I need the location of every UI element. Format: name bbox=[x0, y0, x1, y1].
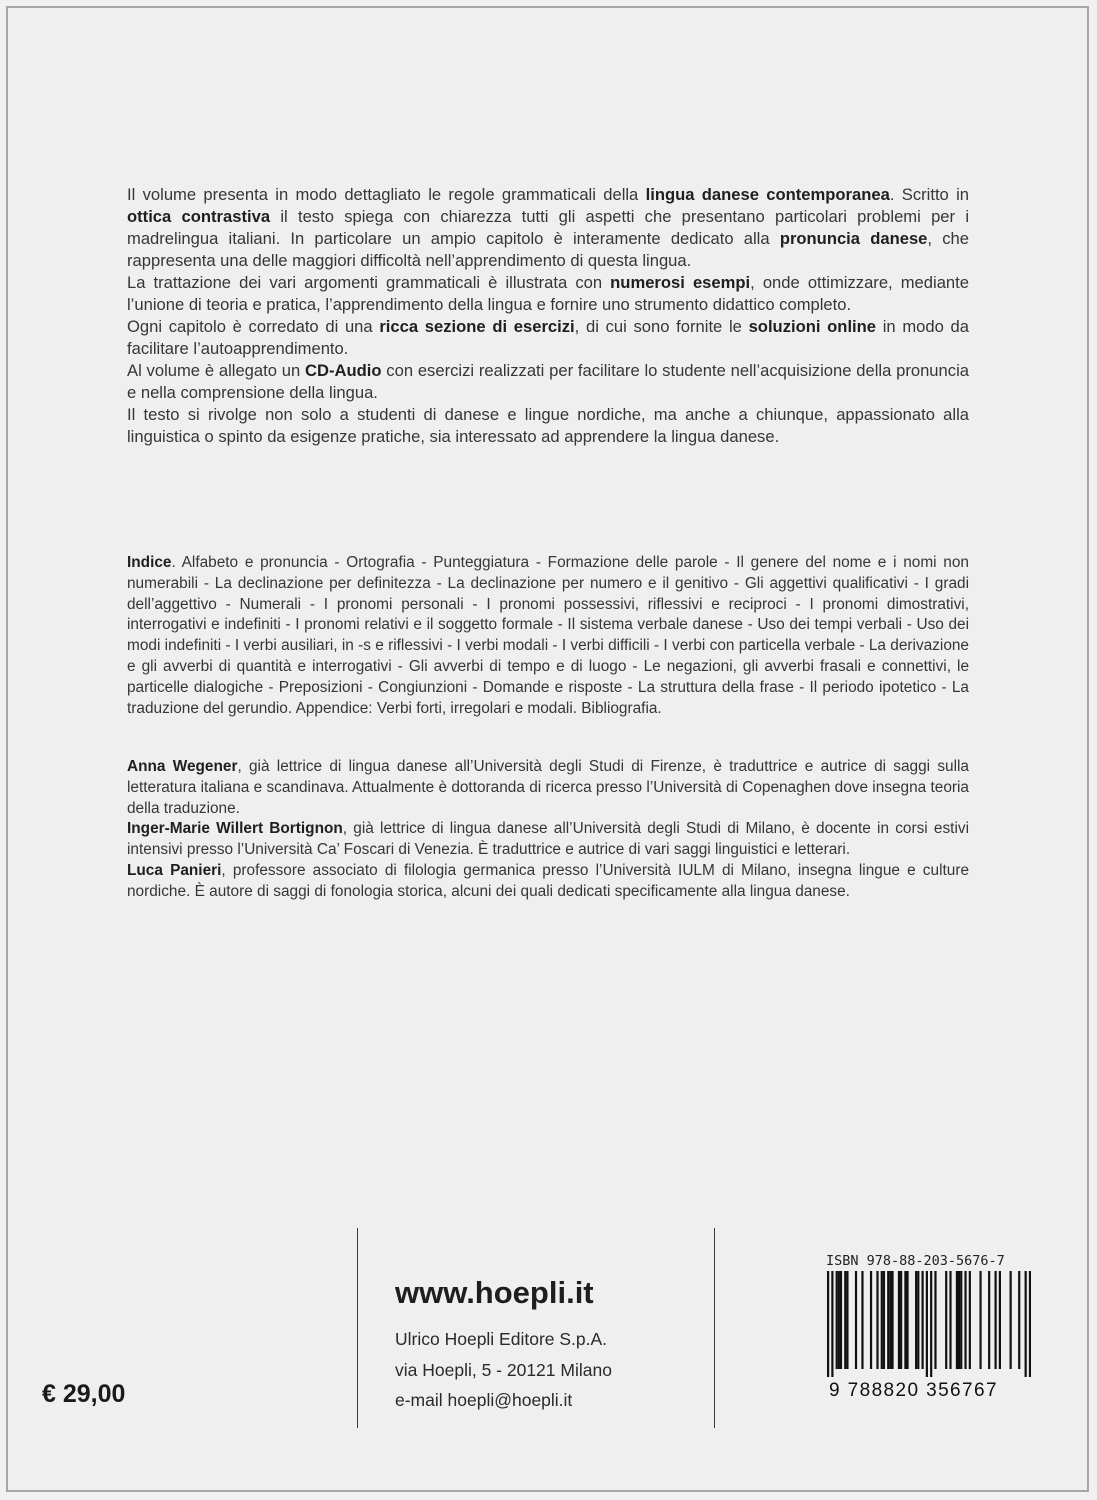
author-name: Inger-Marie Willert Bortignon bbox=[127, 820, 343, 838]
intro-paragraph-1: Il volume presenta in modo dettagliato le regole grammaticali della lingua danese contemporanea. Scritto in ottica contrastiva il testo spiega con chiarezza tutti gli aspetti che presentano particolari problemi per i madrelingua italiani. In particolare un ampio capitolo è interamente dedicato alla pronuncia danese, che rappresenta una delle maggiori difficoltà nell’apprendimento di questa lingua. bbox=[127, 185, 970, 270]
barcode-bar bbox=[956, 1271, 958, 1369]
intro-paragraph-4: Al volume è allegato un CD-Audio con esercizi realizzati per facilitare lo studente nell’acquisizione della pronuncia e nella comprensione della lingua. bbox=[127, 361, 969, 402]
barcode-bar bbox=[949, 1271, 951, 1369]
barcode-bar bbox=[926, 1271, 928, 1377]
barcode-bar bbox=[988, 1271, 990, 1369]
author-name: Luca Panieri bbox=[127, 861, 222, 879]
barcode-bar bbox=[870, 1271, 872, 1369]
barcode-number: 9 788820 356767 bbox=[829, 1380, 998, 1401]
intro-paragraph-3: Ogni capitolo è corredato di una ricca sezione di esercizi, di cui sono fornite le soluzioni online in modo da facilitare l’autoapprendimento. bbox=[127, 317, 969, 358]
barcode-bar bbox=[921, 1271, 923, 1369]
barcode-bar bbox=[883, 1271, 885, 1369]
barcode-bar bbox=[840, 1271, 842, 1369]
barcode-bar bbox=[904, 1271, 906, 1369]
barcode-bar bbox=[900, 1271, 902, 1369]
author-bio: Luca Panieri, professore associato di filologia germanica presso l’Università IULM di Milano, insegna lingue e culture nordiche. È autore di saggi di fonologia storica, alcuni dei quali dedicati specificamente alla lingua danese. bbox=[127, 861, 970, 900]
barcode-bar bbox=[831, 1271, 833, 1377]
publisher-email: e-mail hoepli@hoepli.it bbox=[395, 1390, 573, 1410]
publisher-name: Ulrico Hoepli Editore S.p.A. bbox=[395, 1329, 608, 1349]
barcode-bar bbox=[876, 1271, 878, 1369]
barcode-bar bbox=[855, 1271, 857, 1369]
table-of-contents bbox=[127, 553, 969, 719]
barcode-bar bbox=[891, 1271, 893, 1369]
barcode-bar bbox=[999, 1271, 1001, 1369]
divider-left bbox=[357, 1228, 358, 1428]
barcode-bar bbox=[917, 1271, 919, 1369]
barcode-bar bbox=[964, 1271, 966, 1369]
barcode-bar bbox=[1029, 1271, 1031, 1377]
author-bio: Anna Wegener, già lettrice di lingua danese all’Università degli Studi di Firenze, è traduttrice e autrice di saggi sulla letteratura italiana e scandinava. Attualmente è dottoranda di ricerca presso l’Università di Copenaghen dove insegna teoria della traduzione. bbox=[127, 758, 969, 817]
barcode-bar bbox=[969, 1271, 971, 1369]
barcode-bar bbox=[861, 1271, 863, 1369]
barcode-bar bbox=[915, 1271, 917, 1369]
barcode-bar bbox=[898, 1271, 900, 1369]
indice-label: Indice bbox=[127, 554, 172, 571]
description-text bbox=[127, 184, 969, 448]
author-bios bbox=[127, 757, 969, 903]
publisher-address: via Hoepli, 5 - 20121 Milano bbox=[395, 1360, 612, 1380]
author-bio: Inger-Marie Willert Bortignon, già lettrice di lingua danese all’Università degli Studi di Milano, è docente in corsi estivi intensivi presso l’Università Ca’ Foscari di Venezia. È traduttrice e autrice di vari saggi linguistici e letterari. bbox=[127, 820, 969, 859]
barcode-bar bbox=[838, 1271, 840, 1369]
barcode-bar bbox=[934, 1271, 936, 1369]
barcode-bar bbox=[827, 1271, 829, 1377]
barcode-bar bbox=[930, 1271, 932, 1377]
price-label: € 29,00 bbox=[42, 1380, 126, 1408]
divider-right bbox=[714, 1228, 715, 1428]
publisher-website: www.hoepli.it bbox=[395, 1275, 594, 1310]
barcode-bar bbox=[1018, 1271, 1020, 1369]
barcode-bar bbox=[994, 1271, 996, 1369]
barcode-bar bbox=[945, 1271, 947, 1369]
barcode-bar bbox=[881, 1271, 883, 1369]
barcode-bar bbox=[1025, 1271, 1027, 1377]
intro-paragraph-5: Il testo si rivolge non solo a studenti di danese e lingue nordiche, ma anche a chiunque, appassionato alla linguistica o spinto da esigenze pratiche, sia interessato ad apprendere la lingua danese. bbox=[127, 405, 969, 446]
barcode-bar bbox=[887, 1271, 889, 1369]
barcode-bar bbox=[846, 1271, 848, 1369]
barcode-bar bbox=[960, 1271, 962, 1369]
barcode-bar bbox=[958, 1271, 960, 1369]
barcode-bar bbox=[1010, 1271, 1012, 1369]
barcode-bar bbox=[844, 1271, 846, 1369]
isbn-number: ISBN 978-88-203-5676-7 bbox=[826, 1253, 1005, 1269]
barcode-image bbox=[827, 1271, 1031, 1377]
barcode-bar bbox=[889, 1271, 891, 1369]
author-name: Anna Wegener bbox=[127, 758, 238, 775]
barcode-bar bbox=[979, 1271, 981, 1369]
indice-text: . Alfabeto e pronuncia - Ortografia - Punteggiatura - Formazione delle parole - Il genere del nome e i nomi non numerabili - La declinazione per definitezza - La declinazione per numero e il genitivo - Gli aggettivi qualificativi - I gradi dell’aggettivo - Numerali - I pronomi personali - I pronomi possessivi, riflessivi e reciproci - I pronomi dimostrativi, interrogativi e indefiniti - I pronomi relativi e il soggetto formale - Il sistema verbale danese - Uso dei tempi verbali - Uso dei modi indefiniti - I verbi ausiliari, in -s e riflessivi - I verbi modali - I verbi difficili - I verbi con particella verbale - La derivazione e gli avverbi di quantità e interrogativi - Gli avverbi di tempo e di luogo - Le negazioni, gli avverbi frasali e connettivi, le particelle dialogiche - Preposizioni - Congiunzioni - Domande e risposte - La struttura della frase - Il periodo ipotetico - La traduzione del gerundio. Appendice: Verbi forti, irregolari e modali. Bibliografia. bbox=[127, 554, 969, 717]
intro-paragraph-2: La trattazione dei vari argomenti grammaticali è illustrata con numerosi esempi, onde ottimizzare, mediante l’unione di teoria e pratica, l’apprendimento della lingua e fornire uno strumento didattico completo. bbox=[127, 273, 970, 314]
barcode-bar bbox=[906, 1271, 908, 1369]
barcode-bar bbox=[836, 1271, 838, 1369]
